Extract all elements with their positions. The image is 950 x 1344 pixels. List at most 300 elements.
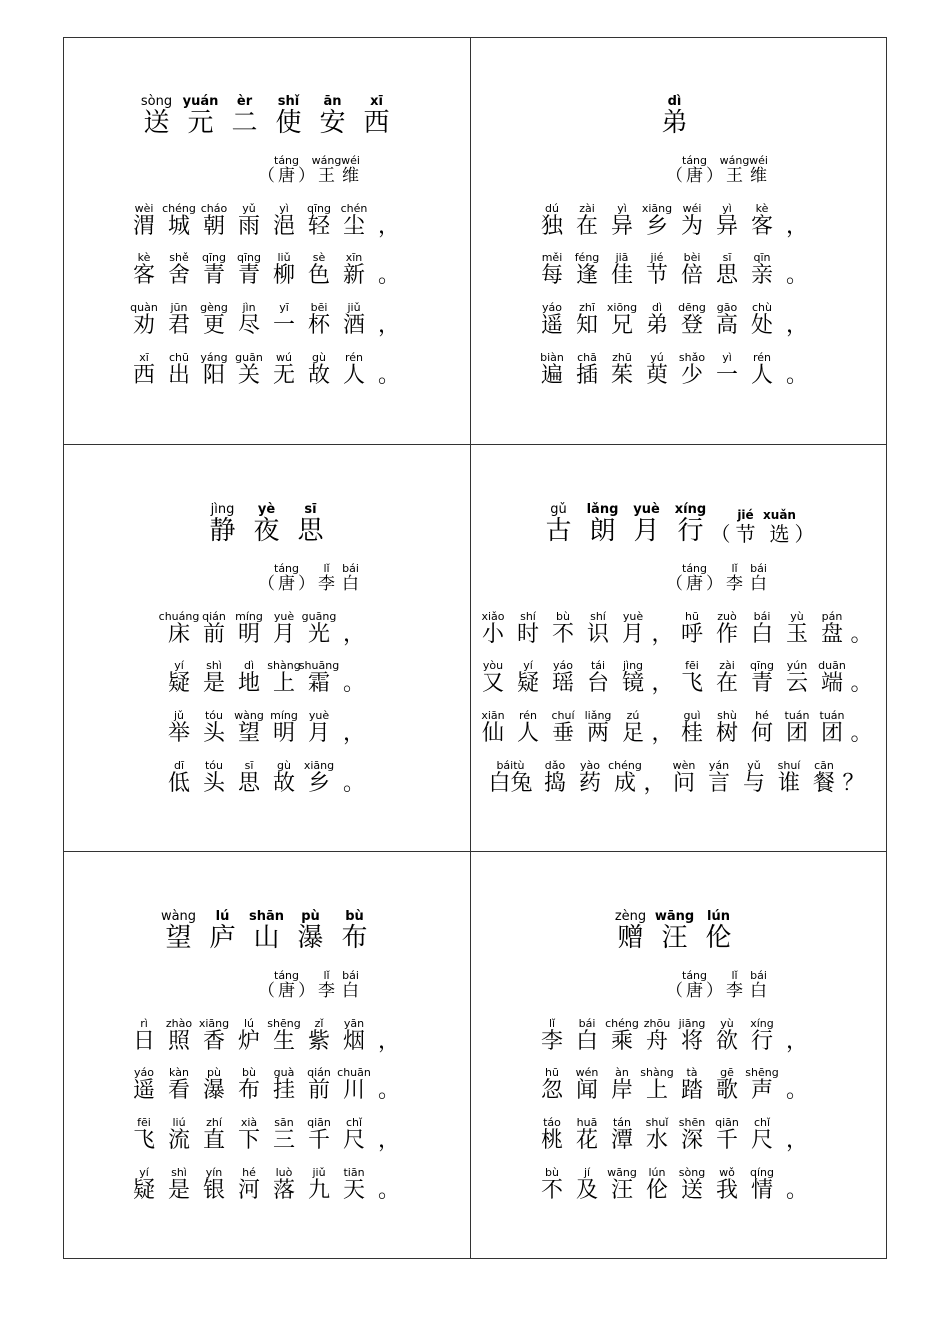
pinyin: guì (683, 709, 701, 722)
poem-card (63, 852, 470, 1259)
hanzi: 月 (621, 622, 644, 647)
pinyin: shě (169, 251, 189, 264)
hanzi: 。 (377, 363, 400, 388)
poem-char (536, 1115, 569, 1152)
poem-char (536, 1165, 569, 1202)
pinyin: hū (545, 1066, 559, 1079)
poem-char (536, 300, 569, 337)
title-note-char (731, 507, 761, 544)
poem-char (746, 708, 779, 745)
poem-char (547, 708, 580, 745)
hanzi: 白 (342, 574, 359, 594)
pinyin: táng (274, 154, 300, 167)
pinyin: gē (720, 1066, 734, 1079)
pinyin: tuán (819, 709, 845, 722)
poem-char (298, 658, 340, 696)
hanzi: 与 (742, 771, 765, 796)
poem-char (338, 1115, 371, 1152)
pinyin: dú (545, 202, 559, 215)
hanzi: 选 (769, 522, 790, 546)
pinyin: chéng (608, 759, 642, 772)
poem-title (63, 908, 470, 951)
pinyin: cháo (200, 202, 228, 215)
pinyin: wéi (749, 154, 768, 167)
pinyin: zài (719, 659, 735, 672)
title-char (181, 93, 221, 136)
hanzi: 庐 (209, 923, 236, 953)
hanzi: 歌 (715, 1078, 738, 1103)
poem-char (582, 658, 615, 695)
hanzi: 遥 (132, 1078, 155, 1103)
hanzi: 二 (231, 108, 258, 138)
poem-char (163, 201, 196, 238)
hanzi: 床 (167, 622, 190, 647)
poem-char (233, 1016, 266, 1053)
pinyin: xiāng (303, 759, 335, 772)
pinyin: bái (750, 969, 767, 982)
hanzi: 成 (613, 771, 636, 796)
pinyin: wáng (311, 154, 342, 167)
poem-char (641, 1065, 674, 1102)
poem-char (268, 1165, 301, 1202)
pinyin: hé (755, 709, 769, 722)
pinyin: lǐ (731, 969, 738, 982)
hanzi: 飞 (132, 1128, 155, 1153)
poem-char (536, 1016, 569, 1053)
hanzi: 故 (307, 363, 330, 388)
hanzi: 欲 (715, 1029, 738, 1054)
poem-char (703, 758, 736, 795)
hanzi: 我 (715, 1178, 738, 1203)
poem-char (676, 250, 709, 287)
pinyin: qián (307, 1066, 331, 1079)
poem-char (606, 300, 639, 337)
poem-char (606, 250, 639, 287)
pinyin: yì (722, 351, 732, 364)
pinyin: tái (590, 659, 606, 672)
hanzi: 佳 (610, 263, 633, 288)
pinyin: biàn (540, 351, 564, 364)
poem-char (746, 300, 779, 337)
hanzi: 九 (307, 1178, 330, 1203)
poem-char (711, 658, 744, 695)
hanzi: 色 (307, 263, 330, 288)
pinyin: bēi (310, 301, 328, 314)
hanzi: 客 (750, 214, 773, 239)
hanzi: 。 (785, 1178, 808, 1203)
poem-char (641, 1115, 674, 1152)
poem-line (63, 1065, 470, 1102)
pinyin: yān (343, 1017, 365, 1030)
hanzi: 望 (237, 721, 260, 746)
pinyin: chuí (551, 709, 575, 722)
pinyin: chù (752, 301, 772, 314)
poem-char (268, 1016, 301, 1053)
hanzi: 下 (237, 1128, 260, 1153)
pinyin: sān (274, 1116, 294, 1129)
poem-char (163, 1065, 196, 1102)
pinyin: lú (243, 1017, 255, 1030)
hanzi: 千 (715, 1128, 738, 1153)
hanzi: 王 (726, 166, 743, 186)
poem-char (373, 1016, 406, 1053)
hanzi: ， (342, 622, 365, 647)
pinyin: jūn (170, 301, 188, 314)
hanzi: ， (342, 721, 365, 746)
hanzi: 思 (297, 516, 324, 546)
poem-char (198, 1016, 231, 1053)
poem-char (571, 1016, 604, 1053)
poem-char (539, 758, 572, 795)
pinyin: èr (236, 94, 253, 109)
poem-char (338, 708, 371, 745)
hanzi: 登 (680, 313, 703, 338)
hanzi: 伦 (645, 1178, 668, 1203)
hanzi: 插 (575, 363, 598, 388)
poem-title (63, 501, 470, 544)
poem-line (63, 1165, 470, 1202)
poem-char (303, 201, 336, 238)
poem-line (63, 1115, 470, 1152)
hanzi: 声 (750, 1078, 773, 1103)
hanzi: 垂 (551, 721, 574, 746)
pinyin: pù (207, 1066, 221, 1079)
pinyin: bù (556, 610, 570, 623)
hanzi: 桃 (540, 1128, 563, 1153)
poem-char (198, 350, 231, 387)
hanzi: 瀑 (202, 1078, 225, 1103)
hanzi: ） (298, 166, 315, 186)
pinyin: xiǎo (481, 610, 505, 623)
poem-char (808, 758, 841, 795)
hanzi: 弟 (645, 313, 668, 338)
poem-char (477, 658, 510, 695)
pinyin: shàng (267, 659, 301, 672)
pinyin: xī (139, 351, 149, 364)
hanzi: 赠 (617, 923, 644, 953)
pinyin: féng (574, 251, 600, 264)
hanzi: ） (706, 981, 723, 1001)
pinyin: xuǎn (763, 508, 796, 522)
pinyin: bái (342, 562, 359, 575)
poem-char (338, 1165, 371, 1202)
hanzi: 倍 (680, 263, 703, 288)
hanzi: 柳 (272, 263, 295, 288)
poem-char (851, 658, 873, 695)
pinyin: pù (301, 909, 320, 924)
pinyin: jiā (615, 251, 629, 264)
poem-char (606, 350, 639, 387)
hanzi: 水 (645, 1128, 668, 1153)
pinyin: yuè (273, 610, 295, 623)
pinyin: duān (818, 659, 846, 672)
hanzi: 三 (272, 1128, 295, 1153)
hanzi: 思 (237, 771, 260, 796)
hanzi: 少 (680, 363, 703, 388)
poem-char (198, 1115, 231, 1152)
poem-char (198, 609, 231, 646)
hanzi: 飞 (680, 671, 703, 696)
hanzi: 药 (578, 771, 601, 796)
poem-char (477, 609, 510, 646)
poem-char (851, 609, 873, 646)
poem-char (198, 708, 231, 745)
pinyin: lún (707, 909, 730, 924)
author-char (259, 968, 275, 1000)
hanzi: 地 (237, 671, 260, 696)
poem-char (547, 609, 580, 646)
hanzi: ， (651, 671, 674, 696)
hanzi: 月 (307, 721, 330, 746)
pinyin: xī (370, 94, 383, 109)
hanzi: 在 (575, 214, 598, 239)
poem-char (606, 1065, 639, 1102)
pinyin: yí (174, 659, 184, 672)
hanzi: 青 (202, 263, 225, 288)
poem-char (536, 350, 569, 387)
poem-char (711, 1165, 744, 1202)
poem-char (851, 708, 873, 745)
hanzi: 唐 (278, 981, 295, 1001)
hanzi: 遥 (540, 313, 563, 338)
poem-char (268, 1115, 301, 1152)
poem-char (233, 250, 266, 287)
poem-char (738, 758, 771, 795)
hanzi: ， (377, 1128, 400, 1153)
pinyin: tiān (343, 1166, 365, 1179)
hanzi: 尺 (750, 1128, 773, 1153)
poem-char (198, 300, 231, 337)
pinyin: bù (345, 909, 364, 924)
author-char (311, 153, 342, 186)
hanzi: 无 (272, 363, 295, 388)
poem-char (641, 1016, 674, 1053)
poem-char (128, 250, 161, 287)
hanzi: 行 (750, 1029, 773, 1054)
pinyin: jié (650, 251, 664, 264)
pinyin: àn (615, 1066, 629, 1079)
pinyin: shuǐ (645, 1116, 669, 1129)
pinyin: zài (579, 202, 595, 215)
poem-char (711, 201, 744, 238)
pinyin: táng (274, 562, 300, 575)
poem-char (233, 1165, 266, 1202)
poem-char (606, 1016, 639, 1053)
poem-char (746, 250, 779, 287)
hanzi: ， (377, 214, 400, 239)
pinyin: tà (686, 1066, 698, 1079)
poem-char (303, 250, 336, 287)
author-char (315, 968, 339, 1000)
hanzi: 踏 (680, 1078, 703, 1103)
hanzi: 城 (167, 214, 190, 239)
poem-char (711, 1065, 744, 1102)
hanzi: 唐 (686, 574, 703, 594)
hanzi: 王 (318, 166, 335, 186)
hanzi: 及 (575, 1178, 598, 1203)
poem-char (233, 609, 266, 646)
poem-char (338, 1065, 371, 1102)
pinyin: shí (520, 610, 536, 623)
poem-char (128, 1016, 161, 1053)
hanzi: 明 (237, 622, 260, 647)
author-char (707, 561, 723, 593)
author-char (299, 968, 315, 1000)
pinyin: yì (279, 202, 289, 215)
hanzi: 言 (707, 771, 730, 796)
poem-char (198, 1065, 231, 1102)
poem-char (641, 350, 674, 387)
poem-char (571, 1115, 604, 1152)
hanzi: 足 (621, 721, 644, 746)
hanzi: 望 (165, 923, 192, 953)
hanzi: 西 (132, 363, 155, 388)
pinyin: yào (580, 759, 600, 772)
poem-char (373, 201, 406, 238)
poem-char (233, 1115, 266, 1152)
pinyin: gèng (200, 301, 228, 314)
pinyin: gāo (716, 301, 738, 314)
pinyin: shān (248, 909, 285, 924)
hanzi: 轻 (307, 214, 330, 239)
hanzi: 人 (342, 363, 365, 388)
poem-char (746, 1016, 779, 1053)
hanzi: 头 (202, 721, 225, 746)
hanzi: 。 (785, 263, 808, 288)
pinyin: qián (202, 610, 226, 623)
poem-char (198, 758, 231, 795)
poem-char (303, 758, 336, 795)
poem-char (338, 609, 371, 646)
poem-char (781, 1165, 814, 1202)
pinyin: wèi (134, 202, 154, 215)
hanzi: 川 (342, 1078, 365, 1103)
pinyin: měi (541, 251, 563, 264)
pinyin: lǐ (323, 562, 330, 575)
pinyin: lǐ (548, 1017, 556, 1030)
pinyin: sī (304, 502, 317, 517)
poem-char (233, 300, 266, 337)
poem-char (644, 758, 666, 795)
pinyin: shēn (678, 1116, 706, 1129)
pinyin: yù (790, 610, 804, 623)
pinyin: chuáng (158, 610, 200, 623)
poem-char (781, 609, 814, 646)
hanzi: （ (258, 981, 275, 1001)
author-char (315, 561, 339, 593)
hanzi: 使 (275, 108, 302, 138)
hanzi: 闻 (575, 1078, 598, 1103)
hanzi: 将 (680, 1029, 703, 1054)
poem-char (163, 300, 196, 337)
author-char (275, 968, 299, 1000)
poem-line (471, 1016, 878, 1053)
hanzi: 思 (715, 263, 738, 288)
poem-char (652, 658, 674, 695)
poem-char (268, 758, 301, 795)
poem-card (63, 37, 470, 444)
title-char (699, 908, 739, 951)
hanzi: 渭 (132, 214, 155, 239)
poem-line (471, 658, 878, 695)
hanzi: 李 (726, 574, 743, 594)
hanzi: 每 (540, 263, 563, 288)
pinyin: hé (242, 1166, 256, 1179)
poem-char (816, 609, 849, 646)
hanzi: 安 (319, 108, 346, 138)
pinyin: shēng (745, 1066, 779, 1079)
poem-line (471, 201, 878, 238)
pinyin: xià (240, 1116, 258, 1129)
author-char (339, 561, 363, 593)
pinyin: yuè (308, 709, 330, 722)
hanzi: 捣 (543, 771, 566, 796)
poem-char (338, 201, 371, 238)
poem-line (63, 300, 470, 337)
title-char (203, 501, 243, 544)
pinyin: shì (206, 659, 222, 672)
pinyin: qiān (307, 1116, 331, 1129)
hanzi: 白 (750, 981, 767, 1001)
hanzi: 端 (820, 671, 843, 696)
pinyin: quàn (130, 301, 158, 314)
hanzi: 台 (586, 671, 609, 696)
poem-char (606, 1115, 639, 1152)
pinyin: xíng (750, 1017, 774, 1030)
poem-char (781, 658, 814, 695)
pinyin: táng (682, 562, 708, 575)
poem-char (676, 708, 709, 745)
hanzi: 直 (202, 1128, 225, 1153)
pinyin: dì (667, 94, 682, 109)
poem-title (471, 501, 878, 544)
pinyin: xiāng (641, 202, 673, 215)
pinyin: yú (650, 351, 664, 364)
poem-char (128, 1165, 161, 1202)
hanzi: 作 (715, 622, 738, 647)
poem-char (571, 300, 604, 337)
pinyin: yī (279, 301, 289, 314)
poem-char (652, 708, 674, 745)
poem-char (477, 708, 510, 745)
pinyin: chén (340, 202, 368, 215)
poem-char (816, 708, 849, 745)
poem-char (163, 758, 196, 795)
hanzi: 一 (272, 313, 295, 338)
poem-char (338, 250, 371, 287)
poem-line (471, 758, 878, 795)
hanzi: 关 (237, 363, 260, 388)
hanzi: 杯 (307, 313, 330, 338)
hanzi: 潭 (610, 1128, 633, 1153)
pinyin: rén (344, 351, 364, 364)
title-char (247, 908, 287, 951)
poem-char (233, 658, 266, 695)
pinyin: qīng (750, 659, 774, 672)
pinyin: qiān (715, 1116, 739, 1129)
hanzi: 尺 (342, 1128, 365, 1153)
hanzi: 为 (680, 214, 703, 239)
poem-char (781, 708, 814, 745)
hanzi: 月 (633, 516, 660, 546)
hanzi: 弟 (661, 108, 688, 138)
pinyin: yí (139, 1166, 149, 1179)
poem-author (63, 153, 470, 185)
pinyin: jìng (210, 502, 235, 517)
pinyin: yǔ (747, 759, 761, 772)
hanzi: 李 (318, 981, 335, 1001)
hanzi: 人 (750, 363, 773, 388)
